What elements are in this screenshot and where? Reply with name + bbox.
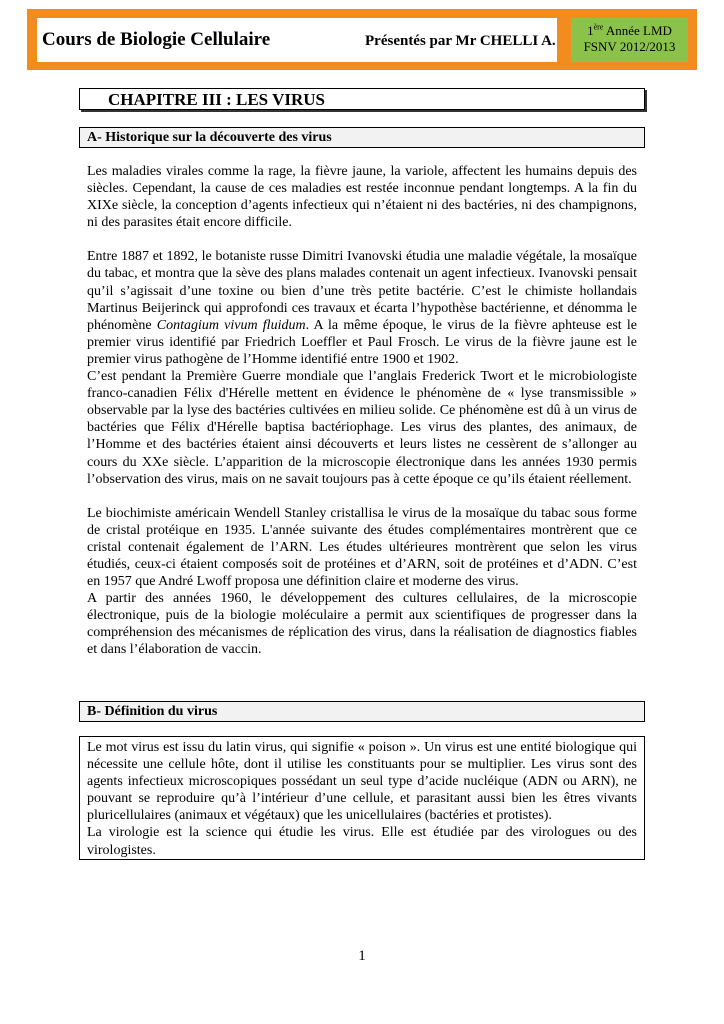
paragraph: Le mot virus est issu du latin virus, qui signifie « poison ». Un virus est une entité biologique qui nécessite une cellule hôte, dont il utilise les constituants pour se multiplier. Les virus sont des agents infectieux microscopiques possédant un seul type d’acide nucléique (ADN ou ARN), ne pouvant se reproduire qu’à l’intérieur d’une cellule, et parasitant aussi bien les êtres vivants pluricellulaires (animaux et végétaux) que les unicellulaires (bactéries et protistes). (87, 740, 637, 824)
section-a-heading: A- Historique sur la découverte des virus (79, 127, 645, 148)
page-number: 1 (358, 948, 366, 964)
level-line (571, 23, 688, 39)
section-b-heading: B- Définition du virus (79, 701, 645, 722)
header-title-panel (37, 18, 557, 62)
course-title: Cours de Biologie Cellulaire (42, 29, 271, 50)
level-number: 1 (587, 23, 594, 38)
section-a-body (87, 163, 637, 659)
paragraph: Le biochimiste américain Wendell Stanley cristallisa le virus de la mosaïque du tabac sous forme de cristal protéique en 1935. L'année suivante des études complémentaires montrèrent que ce cristal contenait également de l’ARN. Les études ultérieures montrèrent que selon les virus étudiés, ceux-ci étaient composés soit de protéines et d’ARN, soit de protéines et d’ADN. C’est en 1957 que André Lwoff proposa une définition claire et moderne des virus. (87, 505, 637, 590)
program-year: FSNV 2012/2013 (583, 39, 676, 54)
presenter-name: Présentés par Mr CHELLI A. (365, 33, 556, 49)
paragraph-text: Entre 1887 et 1892, le botaniste russe Dimitri Ivanovski étudia une maladie végétale, la mosaïque du tabac, et montra que la sève des plans malades contenait un agent infectieux. Ivanovski pensait qu’il s’agissait d’une toxine ou bien d’une très petite bactérie. C’est le chimiste hollandais Martinus Beijerinck qui approfondi ces travaux et écarta l’hypothèse bactérienne, et dénomma le phénomène (87, 249, 637, 333)
page-header (27, 9, 697, 70)
italic-term: Contagium vivum fluidum (156, 317, 306, 333)
level-superscript: ère (593, 22, 604, 32)
chapter-title: CHAPITRE III : LES VIRUS (108, 90, 325, 109)
section-b-body (87, 739, 637, 859)
header-level-panel (571, 18, 688, 62)
paragraph: Les maladies virales comme la rage, la fièvre jaune, la variole, affectent les humains depuis des siècles. Cependant, la cause de ces maladies est restée inconnue pendant longtemps. A la fin du XIXe siècle, la conception d’agents infectieux qui n’étaient ni des bactéries, ni des champignons, ni des parasites était encore difficile. (87, 164, 637, 231)
paragraph: C’est pendant la Première Guerre mondiale que l’anglais Frederick Twort et le microbiologiste franco-canadien Félix d'Hérelle mettent en évidence le phénomène de « lyse transmissible » observable par la lyse des bactéries cultivées en milieu solide. Ce phénomène est dû à un virus de bactéries que Félix d'Hérelle baptisa bactériophage. Les virus des plantes, des animaux, de l’Homme et des bactéries étaient ainsi découverts et leurs listes ne cessèrent de s’allonger au cours du XXe siècle. L’apparition de la microscopie électronique dans les années 1930 permis l’observation des virus, mais on ne savait toujours pas à cette époque ce qu’ils étaient réellement. (87, 369, 637, 487)
paragraph-text: . A la même époque, le virus de la fièvre aphteuse est le premier virus identifié par Friedrich Loeffler et Paul Frosch. Le virus de la fièvre jaune est le premier virus pathogène de l’Homme identifié entre 1900 et 1902. (87, 317, 637, 367)
paragraph (87, 248, 637, 368)
paragraph: La virologie est la science qui étudie les virus. Elle est étudiée par des virologues ou des virologistes. (87, 825, 637, 858)
paragraph: A partir des années 1960, le développement des cultures cellulaires, de la microscopie électronique, puis de la biologie moléculaire a permit aux scientifiques de progresser dans la compréhension des mécanismes de réplication des virus, dans la réalisation de diagnostics fiables et dans l’élaboration de vaccin. (87, 591, 637, 658)
level-label: Année LMD (603, 23, 672, 38)
chapter-heading-box (79, 88, 645, 110)
